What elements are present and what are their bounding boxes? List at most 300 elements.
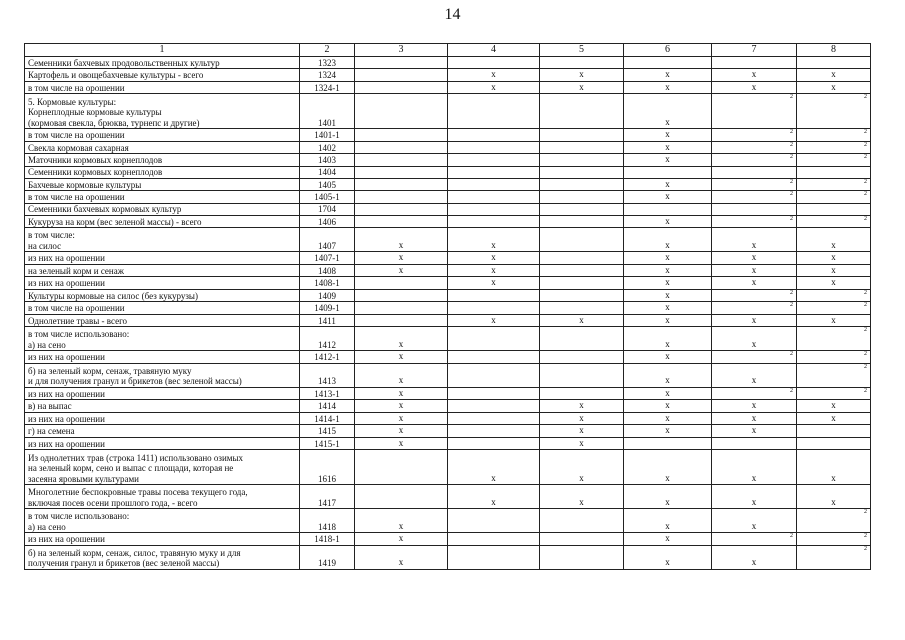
row-label <box>25 57 300 69</box>
not-applicable-mark: x <box>491 69 496 79</box>
data-cell-col-7 <box>712 400 797 413</box>
not-applicable-mark: x <box>398 264 404 275</box>
row-code: 1324 <box>300 69 355 82</box>
data-cell-col-7 <box>712 203 797 215</box>
row-code: 1418-1 <box>300 533 355 546</box>
not-applicable-mark: x <box>665 154 670 164</box>
data-cell-col-6 <box>624 94 712 129</box>
data-cell-col-8 <box>797 387 871 400</box>
data-cell-col-5 <box>540 485 624 509</box>
row-label-line: Однолетние травы - всего <box>28 315 128 326</box>
table-body <box>25 44 871 570</box>
data-cell-col-4 <box>448 302 540 315</box>
not-applicable-mark: x <box>665 557 670 567</box>
data-cell-col-8 <box>797 363 871 387</box>
not-applicable-mark: x <box>579 69 584 79</box>
data-cell-col-3 <box>355 545 448 569</box>
data-cell-col-4 <box>448 289 540 302</box>
data-cell-col-3 <box>355 533 448 546</box>
not-applicable-mark: x <box>491 472 496 483</box>
data-cell-col-3 <box>355 485 448 509</box>
data-cell-col-5 <box>540 166 624 178</box>
row-code: 1417 <box>300 485 355 509</box>
data-cell-col-8 <box>797 485 871 509</box>
table-row <box>25 533 871 546</box>
data-cell-col-8 <box>797 178 871 191</box>
row-label <box>25 351 300 364</box>
data-cell-col-4 <box>448 277 540 290</box>
data-cell-col-4 <box>448 363 540 387</box>
row-label-line: на зеленый корм, сено и выпас с площади, которая не <box>28 463 234 473</box>
row-code: 1401 <box>300 94 355 129</box>
data-cell-col-7 <box>712 166 797 178</box>
footnote-marker: 2 <box>864 533 867 539</box>
data-cell-col-6 <box>624 203 712 215</box>
data-cell-col-4 <box>448 166 540 178</box>
not-applicable-mark: x <box>579 400 584 410</box>
data-cell-col-7 <box>712 485 797 509</box>
data-cell-col-3 <box>355 178 448 191</box>
data-cell-col-4 <box>448 141 540 154</box>
row-label <box>25 94 300 129</box>
not-applicable-mark: x <box>831 239 836 250</box>
data-cell-col-8 <box>797 252 871 265</box>
not-applicable-mark: x <box>665 178 670 189</box>
not-applicable-mark: x <box>665 314 670 325</box>
data-cell-col-6 <box>624 509 712 533</box>
row-code: 1616 <box>300 450 355 485</box>
row-label-line: а) на сено <box>28 339 66 350</box>
data-cell-col-7 <box>712 437 797 450</box>
data-cell-col-4 <box>448 387 540 400</box>
data-cell-col-5 <box>540 363 624 387</box>
row-code: 1412 <box>300 327 355 351</box>
table-row <box>25 485 871 509</box>
data-cell-col-4 <box>448 412 540 425</box>
row-label-line: получения гранул и брикетов (вес зеленой массы) <box>28 558 220 568</box>
not-applicable-mark: x <box>665 264 670 275</box>
not-applicable-mark: x <box>751 520 757 531</box>
table-row <box>25 252 871 265</box>
data-cell-col-5 <box>540 252 624 265</box>
data-cell-col-6 <box>624 450 712 485</box>
not-applicable-mark: x <box>751 264 757 275</box>
row-label <box>25 437 300 450</box>
data-cell-col-5 <box>540 129 624 142</box>
data-cell-col-7 <box>712 363 797 387</box>
footnote-marker: 2 <box>790 178 793 185</box>
not-applicable-mark: x <box>831 496 836 507</box>
data-cell-col-5 <box>540 191 624 204</box>
not-applicable-mark: x <box>579 81 584 92</box>
data-cell-col-5 <box>540 81 624 94</box>
not-applicable-mark: x <box>751 314 757 325</box>
not-applicable-mark: x <box>579 496 584 507</box>
data-cell-col-3 <box>355 412 448 425</box>
data-cell-col-7 <box>712 327 797 351</box>
footnote-marker: 2 <box>790 215 793 222</box>
data-cell-col-8 <box>797 545 871 569</box>
row-label <box>25 69 300 82</box>
row-label-line: Картофель и овощебахчевые культуры - всего <box>28 70 204 80</box>
data-cell-col-4 <box>448 400 540 413</box>
not-applicable-mark: x <box>398 252 404 262</box>
column-number-header-row <box>25 44 871 57</box>
not-applicable-mark: x <box>665 520 670 531</box>
column-header: 8 <box>797 44 871 57</box>
row-label-line: Корнеплодные кормовые культуры <box>28 107 162 117</box>
not-applicable-mark: x <box>398 351 404 361</box>
row-code: 1414 <box>300 400 355 413</box>
table-row <box>25 277 871 290</box>
data-cell-col-5 <box>540 289 624 302</box>
not-applicable-mark: x <box>398 375 404 385</box>
data-cell-col-3 <box>355 154 448 167</box>
data-cell-col-5 <box>540 314 624 327</box>
row-label-line: Семенники кормовых корнеплодов <box>28 167 163 177</box>
row-label <box>25 302 300 315</box>
data-cell-col-6 <box>624 387 712 400</box>
data-cell-col-8 <box>797 412 871 425</box>
data-cell-col-3 <box>355 327 448 351</box>
data-cell-col-4 <box>448 129 540 142</box>
data-cell-col-8 <box>797 203 871 215</box>
row-label-line: из них на орошении <box>28 278 105 288</box>
row-label-line: 5. Кормовые культуры: <box>28 96 117 107</box>
table-row <box>25 302 871 315</box>
not-applicable-mark: x <box>831 252 836 262</box>
not-applicable-mark: x <box>751 277 757 287</box>
row-label-line: б) на зеленый корм, сенаж, силос, травяную муку и для <box>28 547 241 558</box>
footnote-marker: 2 <box>864 215 867 222</box>
row-label-line: из них на орошении <box>28 413 105 424</box>
not-applicable-mark: x <box>751 472 757 483</box>
data-cell-col-6 <box>624 302 712 315</box>
data-cell-col-3 <box>355 302 448 315</box>
row-label-line: а) на сено <box>28 521 66 532</box>
data-cell-col-8 <box>797 228 871 252</box>
data-cell-col-6 <box>624 533 712 546</box>
not-applicable-mark: x <box>491 239 496 250</box>
data-cell-col-6 <box>624 154 712 167</box>
footnote-marker: 2 <box>864 545 867 552</box>
row-code: 1411 <box>300 314 355 327</box>
row-code: 1407 <box>300 228 355 252</box>
data-cell-col-5 <box>540 351 624 364</box>
data-cell-col-8 <box>797 215 871 228</box>
data-cell-col-6 <box>624 351 712 364</box>
row-code: 1409-1 <box>300 302 355 315</box>
footnote-marker: 2 <box>864 289 867 296</box>
row-label <box>25 509 300 533</box>
data-cell-col-6 <box>624 141 712 154</box>
not-applicable-mark: x <box>665 387 670 398</box>
data-cell-col-8 <box>797 289 871 302</box>
data-cell-col-6 <box>624 437 712 450</box>
row-code: 1404 <box>300 166 355 178</box>
row-label <box>25 400 300 413</box>
table-row <box>25 425 871 438</box>
not-applicable-mark: x <box>665 496 670 507</box>
row-label <box>25 363 300 387</box>
row-label <box>25 203 300 215</box>
row-label <box>25 425 300 438</box>
not-applicable-mark: x <box>398 400 404 410</box>
footnote-marker: 2 <box>790 351 793 357</box>
data-cell-col-3 <box>355 289 448 302</box>
data-cell-col-7 <box>712 191 797 204</box>
table-row <box>25 545 871 569</box>
row-code: 1408 <box>300 264 355 277</box>
not-applicable-mark: x <box>665 277 670 287</box>
row-label-line: Маточники кормовых корнеплодов <box>28 155 163 165</box>
not-applicable-mark: x <box>398 387 404 398</box>
row-label-line: в том числе использовано: <box>28 511 130 521</box>
data-cell-col-3 <box>355 191 448 204</box>
data-cell-col-4 <box>448 485 540 509</box>
data-cell-col-7 <box>712 141 797 154</box>
data-cell-col-8 <box>797 314 871 327</box>
not-applicable-mark: x <box>831 69 836 79</box>
footnote-marker: 2 <box>790 141 793 148</box>
data-cell-col-8 <box>797 191 871 204</box>
row-label-line: Культуры кормовые на силос (без кукурузы) <box>28 290 198 301</box>
not-applicable-mark: x <box>665 289 670 300</box>
row-label-line: в том числе: <box>28 230 75 240</box>
not-applicable-mark: x <box>665 116 670 127</box>
data-cell-col-5 <box>540 228 624 252</box>
data-cell-col-8 <box>797 94 871 129</box>
row-label-line: Из однолетних трав (строка 1411) использовано озимых <box>28 452 244 463</box>
not-applicable-mark: x <box>491 264 496 275</box>
column-header: 5 <box>540 44 624 57</box>
not-applicable-mark: x <box>491 277 496 287</box>
not-applicable-mark: x <box>751 239 757 250</box>
row-label <box>25 412 300 425</box>
data-cell-col-3 <box>355 129 448 142</box>
not-applicable-mark: x <box>665 472 670 483</box>
row-code: 1413 <box>300 363 355 387</box>
not-applicable-mark: x <box>831 400 836 410</box>
data-cell-col-8 <box>797 69 871 82</box>
row-label-line: и для получения гранул и брикетов (вес зеленой массы) <box>28 376 242 386</box>
row-code: 1405 <box>300 178 355 191</box>
data-cell-col-7 <box>712 450 797 485</box>
table-row <box>25 400 871 413</box>
not-applicable-mark: x <box>665 81 670 92</box>
row-label-line: на силос <box>28 240 62 251</box>
not-applicable-mark: x <box>665 302 670 312</box>
data-cell-col-5 <box>540 327 624 351</box>
not-applicable-mark: x <box>665 375 670 385</box>
row-label <box>25 252 300 265</box>
data-cell-col-7 <box>712 129 797 142</box>
table-row <box>25 509 871 533</box>
table-row <box>25 154 871 167</box>
table-row <box>25 57 871 69</box>
table-row <box>25 412 871 425</box>
data-cell-col-3 <box>355 252 448 265</box>
row-label-line: в том числе использовано: <box>28 329 130 339</box>
not-applicable-mark: x <box>665 239 670 250</box>
row-label <box>25 141 300 154</box>
row-label <box>25 289 300 302</box>
row-label-line: в том числе на орошении <box>28 130 125 140</box>
not-applicable-mark: x <box>579 314 584 325</box>
table-row <box>25 264 871 277</box>
data-cell-col-6 <box>624 81 712 94</box>
data-cell-col-5 <box>540 545 624 569</box>
data-cell-col-4 <box>448 327 540 351</box>
not-applicable-mark: x <box>491 314 496 325</box>
not-applicable-mark: x <box>751 557 757 567</box>
row-label-line: на зеленый корм и сенаж <box>28 265 124 276</box>
not-applicable-mark: x <box>665 425 670 435</box>
row-label-line: включая посев осени прошлого года, - всего <box>28 497 198 508</box>
row-code: 1405-1 <box>300 191 355 204</box>
data-cell-col-8 <box>797 154 871 167</box>
row-label <box>25 228 300 252</box>
table-row <box>25 69 871 82</box>
data-cell-col-3 <box>355 141 448 154</box>
not-applicable-mark: x <box>398 425 404 435</box>
not-applicable-mark: x <box>665 215 670 226</box>
data-cell-col-7 <box>712 264 797 277</box>
data-cell-col-6 <box>624 215 712 228</box>
data-cell-col-3 <box>355 509 448 533</box>
table-row <box>25 178 871 191</box>
table-row <box>25 327 871 351</box>
footnote-marker: 2 <box>864 129 867 135</box>
data-cell-col-6 <box>624 277 712 290</box>
data-cell-col-5 <box>540 69 624 82</box>
not-applicable-mark: x <box>751 375 757 385</box>
row-code: 1406 <box>300 215 355 228</box>
row-label-line: в том числе на орошении <box>28 303 125 313</box>
row-label-line: б) на зеленый корм, сенаж, травяную муку <box>28 365 192 376</box>
footnote-marker: 2 <box>790 533 793 539</box>
data-cell-col-5 <box>540 57 624 69</box>
data-cell-col-4 <box>448 94 540 129</box>
row-label <box>25 215 300 228</box>
footnote-marker: 2 <box>864 302 867 308</box>
not-applicable-mark: x <box>751 81 757 92</box>
not-applicable-mark: x <box>831 277 836 287</box>
row-code: 1418 <box>300 509 355 533</box>
table-row <box>25 450 871 485</box>
data-cell-col-7 <box>712 69 797 82</box>
row-label-line: (кормовая свекла, брюква, турнепс и другие) <box>28 117 200 128</box>
data-cell-col-4 <box>448 178 540 191</box>
not-applicable-mark: x <box>751 425 757 435</box>
footnote-marker: 2 <box>864 141 867 148</box>
table-row <box>25 129 871 142</box>
footnote-marker: 2 <box>864 509 867 515</box>
not-applicable-mark: x <box>831 472 836 483</box>
data-cell-col-8 <box>797 81 871 94</box>
data-cell-col-4 <box>448 228 540 252</box>
not-applicable-mark: x <box>398 338 404 349</box>
footnote-marker: 2 <box>790 302 793 308</box>
row-code: 1409 <box>300 289 355 302</box>
data-cell-col-5 <box>540 437 624 450</box>
row-label-line: из них на орошении <box>28 388 105 399</box>
not-applicable-mark: x <box>491 81 496 92</box>
not-applicable-mark: x <box>579 472 584 483</box>
footnote-marker: 2 <box>864 154 867 160</box>
row-code: 1407-1 <box>300 252 355 265</box>
data-cell-col-8 <box>797 129 871 142</box>
data-cell-col-7 <box>712 81 797 94</box>
row-label-line: из них на орошении <box>28 534 105 544</box>
column-header: 2 <box>300 44 355 57</box>
data-cell-col-3 <box>355 450 448 485</box>
row-label <box>25 129 300 142</box>
data-cell-col-6 <box>624 69 712 82</box>
not-applicable-mark: x <box>751 252 757 262</box>
data-cell-col-3 <box>355 425 448 438</box>
data-cell-col-6 <box>624 129 712 142</box>
row-label <box>25 314 300 327</box>
row-label-line: из них на орошении <box>28 253 105 263</box>
data-cell-col-8 <box>797 166 871 178</box>
data-cell-col-5 <box>540 400 624 413</box>
data-cell-col-3 <box>355 277 448 290</box>
data-cell-col-5 <box>540 141 624 154</box>
row-code: 1414-1 <box>300 412 355 425</box>
data-cell-col-8 <box>797 302 871 315</box>
data-cell-col-3 <box>355 166 448 178</box>
data-cell-col-8 <box>797 57 871 69</box>
data-cell-col-7 <box>712 277 797 290</box>
row-label <box>25 264 300 277</box>
not-applicable-mark: x <box>751 412 757 423</box>
row-label-line: в том числе на орошении <box>28 82 125 93</box>
data-cell-col-8 <box>797 141 871 154</box>
data-cell-col-7 <box>712 94 797 129</box>
row-label-line: г) на семена <box>28 426 75 436</box>
not-applicable-mark: x <box>665 191 670 201</box>
data-cell-col-6 <box>624 425 712 438</box>
row-label-line: в) на выпас <box>28 401 72 411</box>
data-cell-col-4 <box>448 450 540 485</box>
data-cell-col-7 <box>712 351 797 364</box>
not-applicable-mark: x <box>398 412 404 423</box>
not-applicable-mark: x <box>831 81 836 92</box>
row-code: 1419 <box>300 545 355 569</box>
row-label <box>25 450 300 485</box>
row-label <box>25 277 300 290</box>
data-cell-col-3 <box>355 264 448 277</box>
table-row <box>25 437 871 450</box>
footnote-marker: 2 <box>864 327 867 333</box>
column-header: 7 <box>712 44 797 57</box>
data-cell-col-6 <box>624 252 712 265</box>
data-cell-col-3 <box>355 81 448 94</box>
data-cell-col-8 <box>797 450 871 485</box>
row-label-line: из них на орошении <box>28 352 105 362</box>
row-code: 1413-1 <box>300 387 355 400</box>
data-cell-col-7 <box>712 154 797 167</box>
not-applicable-mark: x <box>665 252 670 262</box>
not-applicable-mark: x <box>665 533 670 543</box>
data-cell-col-4 <box>448 314 540 327</box>
row-code: 1402 <box>300 141 355 154</box>
not-applicable-mark: x <box>665 400 670 410</box>
not-applicable-mark: x <box>751 400 757 410</box>
data-cell-col-7 <box>712 302 797 315</box>
data-cell-col-3 <box>355 228 448 252</box>
